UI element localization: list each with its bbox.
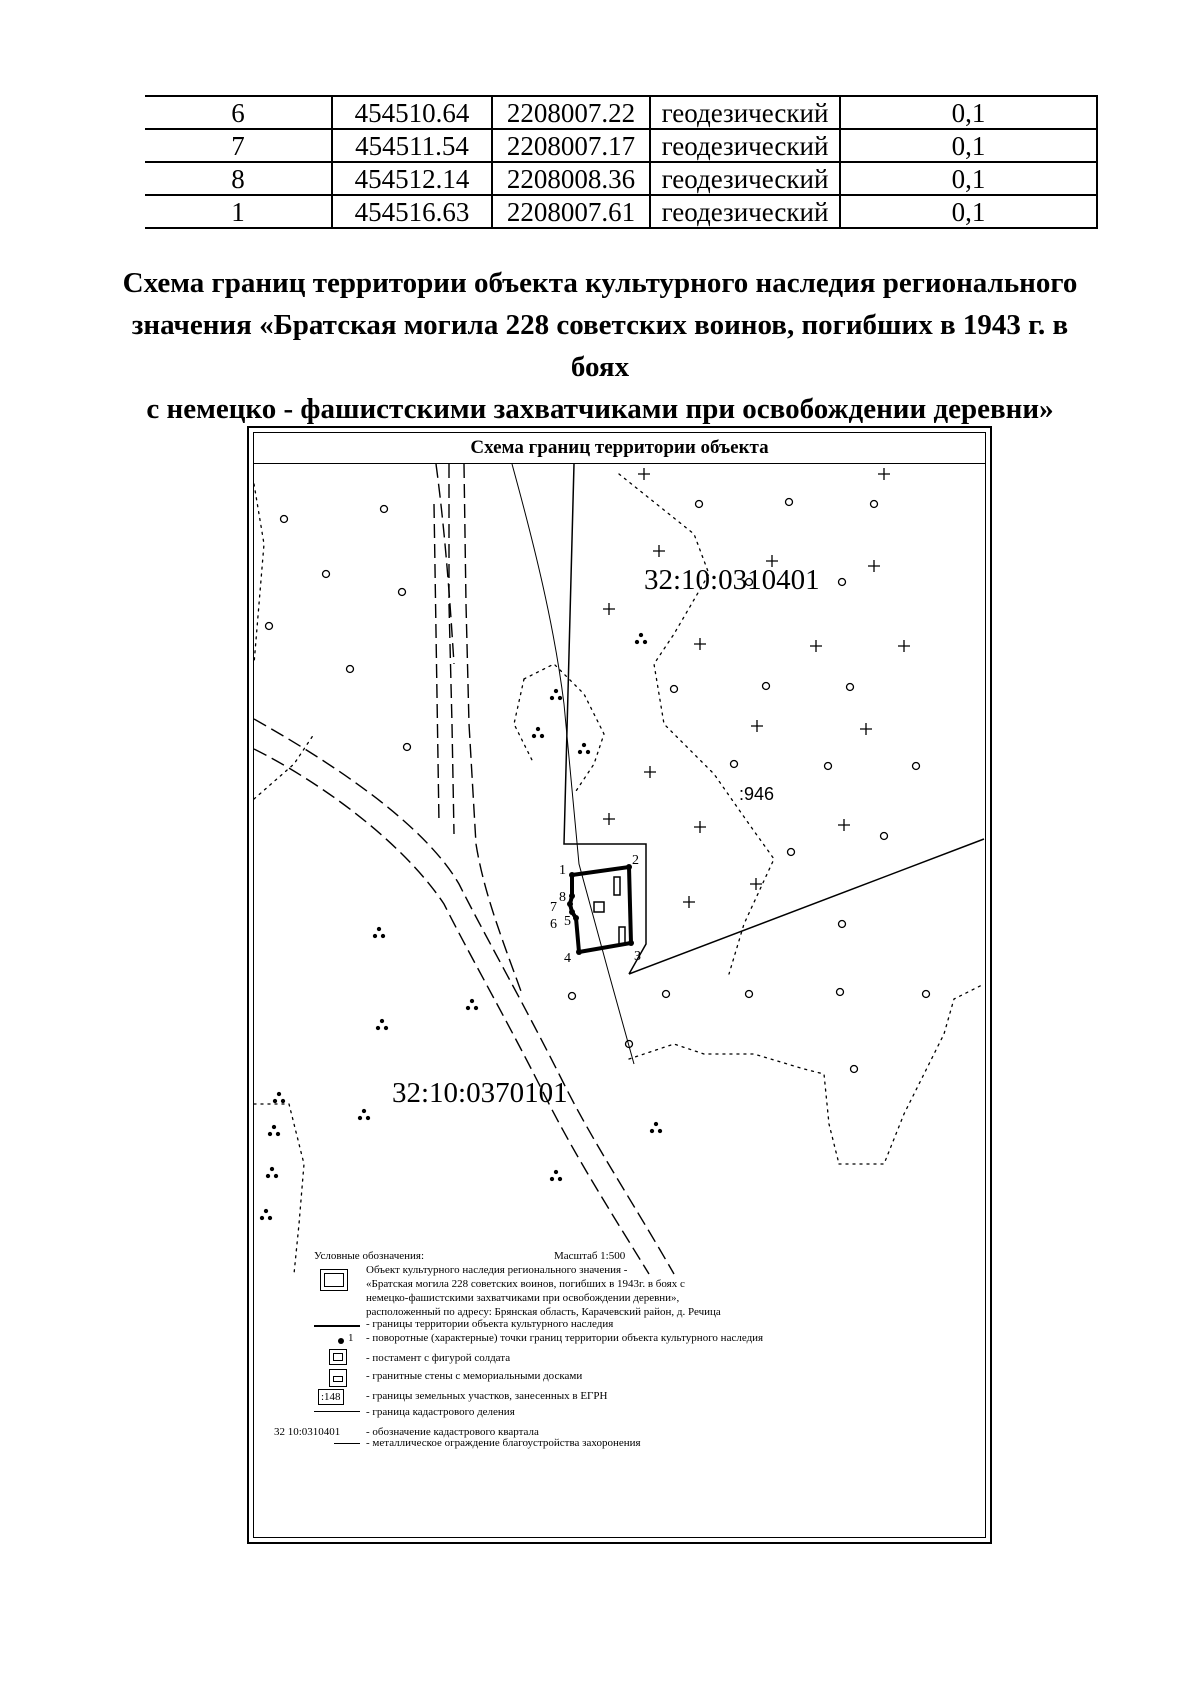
title-line-2: значения «Братская могила 228 советских воинов, погибших в 1943 г. в боях (131, 309, 1069, 383)
meadow-plus-symbol (860, 723, 872, 735)
meadow-plus-symbol (653, 545, 665, 557)
forest-circle-symbol (663, 991, 670, 998)
shrub-dot-symbol (382, 935, 385, 938)
shrub-dot-symbol (559, 697, 562, 700)
meadow-plus-symbol (683, 896, 695, 908)
forest-circle-symbol (404, 744, 411, 751)
shrub-dot-symbol (475, 1007, 478, 1010)
legend-object-line-1: Объект культурного наследия регионального значения - (366, 1264, 628, 1276)
legend-boundary: - границы территории объекта культурного наследия (366, 1318, 614, 1330)
legend-pedestal: - постамент с фигурой солдата (366, 1352, 511, 1364)
table-cell-x: 454512.14 (332, 162, 492, 195)
table-cell-method: геодезический (650, 195, 840, 228)
walls-symbol (329, 1369, 347, 1387)
shrub-dot-symbol (274, 1100, 277, 1103)
legend-quarter-designation: - обозначение кадастрового квартала (366, 1426, 539, 1438)
shrub-dot-symbol (269, 1217, 272, 1220)
legend-cadastral-division: - граница кадастрового деления (366, 1406, 515, 1418)
shrub-dot-symbol (467, 1007, 470, 1010)
shrub-dot-symbol (640, 634, 643, 637)
forest-circle-symbol (323, 571, 330, 578)
meadow-plus-symbol (810, 640, 822, 652)
table-cell-precision: 0,1 (840, 195, 1097, 228)
table-cell-point: 7 (145, 129, 332, 162)
table-cell-y: 2208008.36 (492, 162, 650, 195)
map-frame (247, 426, 992, 1544)
vegetation-outlines (254, 474, 984, 1274)
title-line-1: Схема границ территории объекта культурного наследия регионального (122, 267, 1078, 299)
shrub-dot-symbol (583, 744, 586, 747)
forest-circle-symbol (266, 623, 273, 630)
shrub-dot-symbol (651, 1130, 654, 1133)
shrub-dot-symbol (385, 1027, 388, 1030)
shrub-dot-symbol (655, 1123, 658, 1126)
forest-circle-symbol (923, 991, 930, 998)
table-row (145, 96, 1097, 129)
shrub-dot-symbol (644, 641, 647, 644)
shrub-dot-symbol (471, 1000, 474, 1003)
forest-circle-symbol (837, 989, 844, 996)
legend-point-symbol: 1 (348, 1332, 354, 1344)
forest-circle-symbol (731, 761, 738, 768)
meadow-plus-symbol (838, 819, 850, 831)
point-label-7: 7 (550, 900, 557, 915)
shrub-dot-symbol (271, 1168, 274, 1171)
table-row (145, 195, 1097, 228)
table-cell-point: 8 (145, 162, 332, 195)
shrub-dot-symbol (273, 1126, 276, 1129)
shrub-dot-symbol (277, 1133, 280, 1136)
table-cell-y: 2208007.22 (492, 96, 650, 129)
point-label-5: 5 (564, 914, 571, 929)
shrub-dot-symbol (269, 1133, 272, 1136)
table-cell-precision: 0,1 (840, 162, 1097, 195)
shrub-dot-symbol (551, 1178, 554, 1181)
table-cell-method: геодезический (650, 129, 840, 162)
title-line-3: с немецко - фашистскими захватчиками при освобождении деревни» (146, 393, 1054, 425)
legend-parcels: - границы земельных участков, занесенных в ЕГРН (366, 1390, 608, 1402)
object-boundary (570, 867, 631, 952)
pedestal-symbol (329, 1349, 347, 1365)
forest-circle-symbol (347, 666, 354, 673)
meadow-plus-symbol (694, 638, 706, 650)
cadastral-quarter-north: 32:10:0310401 (644, 564, 820, 596)
legend-object-line-3: немецко-фашистскими захватчиками при освобождении деревни», (366, 1292, 680, 1304)
forest-circle-symbol (786, 499, 793, 506)
legend-header: Условные обозначения: (314, 1250, 425, 1262)
shrub-dot-symbol (275, 1175, 278, 1178)
meadow-plus-symbol (603, 603, 615, 615)
forest-circle-symbol (881, 833, 888, 840)
forest-circle-symbol (381, 506, 388, 513)
shrub-dot-symbol (537, 728, 540, 731)
legend-fence: - металлическое ограждение благоустройства захоронения (366, 1437, 641, 1449)
forest-circle-symbol (913, 763, 920, 770)
table-cell-point: 6 (145, 96, 332, 129)
meadow-plus-symbol (694, 821, 706, 833)
meadow-plus-symbol (751, 720, 763, 732)
shrub-dot-symbol (559, 1178, 562, 1181)
forest-circle-symbol (788, 849, 795, 856)
forest-circle-symbol (839, 921, 846, 928)
forest-circle-symbol (746, 991, 753, 998)
point-label-6: 6 (550, 917, 557, 932)
forest-circle-symbol (696, 501, 703, 508)
forest-circle-symbol (399, 589, 406, 596)
shrub-dot-symbol (267, 1175, 270, 1178)
coordinates-table-body (145, 96, 1097, 228)
forest-circle-symbol (569, 993, 576, 1000)
shrub-dot-symbol (265, 1210, 268, 1213)
map-inner (253, 432, 986, 1538)
shrub-dot-symbol (374, 935, 377, 938)
cadastral-line-symbol (314, 1411, 360, 1412)
shrub-dot-symbol (278, 1093, 281, 1096)
parcel-label: :946 (739, 784, 775, 804)
table-cell-x: 454511.54 (332, 129, 492, 162)
shrub-dot-symbol (579, 751, 582, 754)
meadow-plus-symbol (898, 640, 910, 652)
cadastral-quarter-south: 32:10:0370101 (392, 1077, 568, 1109)
page-title (100, 262, 1100, 430)
table-cell-y: 2208007.61 (492, 195, 650, 228)
shrub-dot-symbol (587, 751, 590, 754)
legend-object-line-2: «Братская могила 228 советских воинов, погибших в 1943г. в боях с (366, 1278, 685, 1290)
shrub-dot-symbol (282, 1100, 285, 1103)
object-symbol (320, 1269, 348, 1291)
table-cell-precision: 0,1 (840, 129, 1097, 162)
table-cell-y: 2208007.17 (492, 129, 650, 162)
forest-circle-symbol (851, 1066, 858, 1073)
map-title: Схема границ территории объекта (254, 433, 985, 464)
meadow-plus-symbol (868, 560, 880, 572)
shrub-dot-symbol (367, 1117, 370, 1120)
shrub-dot-symbol (381, 1020, 384, 1023)
coordinates-table (145, 95, 1098, 229)
point-label-4: 4 (564, 951, 571, 966)
meadow-plus-symbol (644, 766, 656, 778)
map-labels (392, 564, 820, 1109)
shrub-dot-symbol (261, 1217, 264, 1220)
fence-symbol (334, 1443, 360, 1444)
point-label-8: 8 (559, 890, 566, 905)
table-cell-method: геодезический (650, 162, 840, 195)
table-row (145, 129, 1097, 162)
legend-walls: - гранитные стены с мемориальными досками (366, 1370, 583, 1382)
shrub-dot-symbol (541, 735, 544, 738)
forest-circle-symbol (825, 763, 832, 770)
legend-object-line-4: расположенный по адресу: Брянская область, Карачевский район, д. Речица (366, 1306, 721, 1318)
shrub-dot-symbol (555, 1171, 558, 1174)
shrub-dot-symbol (659, 1130, 662, 1133)
shrub-dot-symbol (378, 928, 381, 931)
shrub-dot-symbol (636, 641, 639, 644)
boundary-line-symbol (314, 1325, 360, 1327)
forest-circle-symbol (281, 516, 288, 523)
shrub-dot-symbol (533, 735, 536, 738)
shrub-dot-symbol (551, 697, 554, 700)
legend-parcel-symbol: :148 (318, 1389, 344, 1405)
meadow-plus-symbol (603, 813, 615, 825)
table-cell-method: геодезический (650, 96, 840, 129)
table-cell-point: 1 (145, 195, 332, 228)
point-label-3: 3 (634, 949, 641, 964)
shrub-dot-symbol (555, 690, 558, 693)
forest-circle-symbol (871, 501, 878, 508)
forest-circle-symbol (839, 579, 846, 586)
shrub-dot-symbol (363, 1110, 366, 1113)
table-cell-precision: 0,1 (840, 96, 1097, 129)
forest-circle-symbol (763, 683, 770, 690)
legend-quarter-symbol: 32 10:0310401 (274, 1426, 341, 1438)
legend-turning-points: - поворотные (характерные) точки границ территории объекта культурного наследия (366, 1332, 764, 1344)
meadow-plus-symbol (878, 468, 890, 480)
table-cell-x: 454516.63 (332, 195, 492, 228)
forest-circle-symbol (671, 686, 678, 693)
cadastral-division-lines (564, 464, 984, 974)
meadow-plus-symbol (638, 468, 650, 480)
table-row (145, 162, 1097, 195)
point-label-2: 2 (632, 853, 639, 868)
shrub-dot-symbol (359, 1117, 362, 1120)
shrub-dot-symbol (377, 1027, 380, 1030)
table-cell-x: 454510.64 (332, 96, 492, 129)
legend-scale: Масштаб 1:500 (554, 1250, 626, 1262)
forest-circle-symbol (847, 684, 854, 691)
point-label-1: 1 (559, 863, 566, 878)
legend (254, 1243, 989, 1543)
point-dot-symbol (338, 1338, 344, 1344)
